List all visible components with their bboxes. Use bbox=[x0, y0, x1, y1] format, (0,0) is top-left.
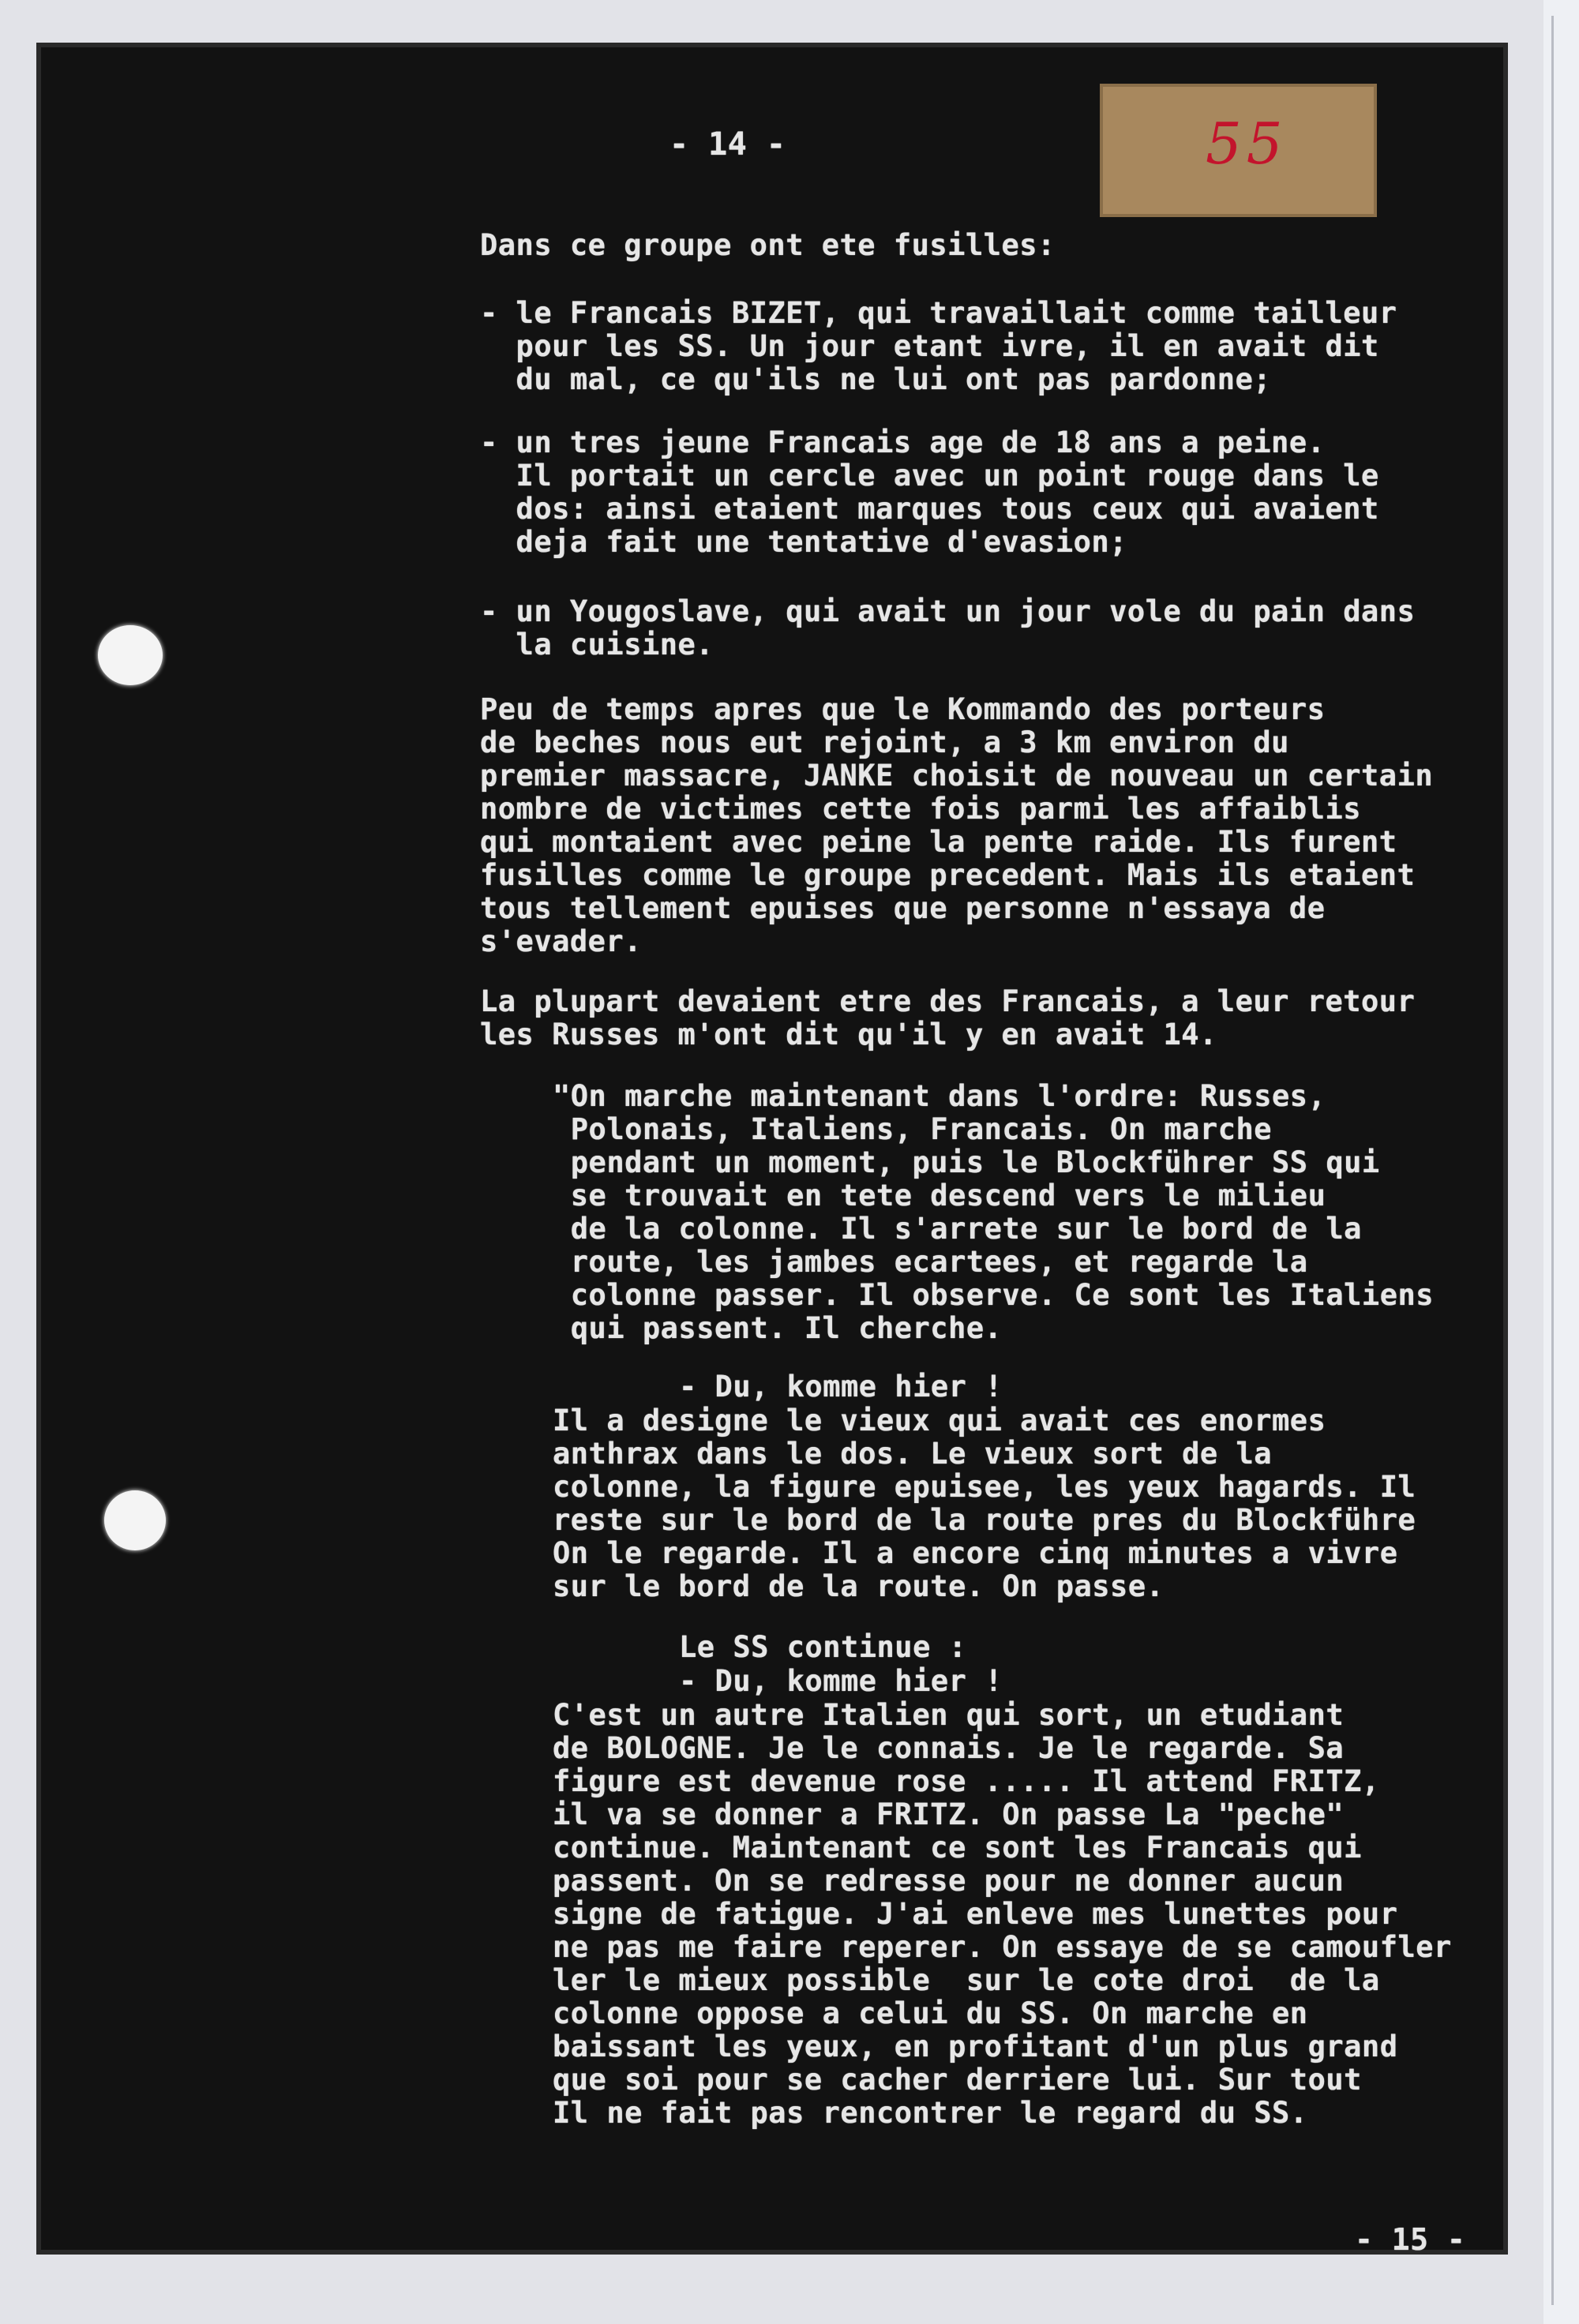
scan-edge bbox=[1543, 0, 1579, 2324]
next-page-number: - 15 - bbox=[1355, 2222, 1466, 2257]
quotation-line: Le SS continue : bbox=[679, 1630, 967, 1664]
paragraph: La plupart devaient etre des Francais, a leur retour les Russes m'ont dit qu'il y en avait 14. bbox=[480, 984, 1416, 1051]
quotation-block: C'est un autre Italien qui sort, un etudiant de BOLOGNE. Je le connais. Je le regarde. Sa figure est devenue rose ..... Il attend FRITZ, il va se donner a FRITZ. On passe La "peche" continue. Maintenant ce sont les Francais qui passent. On se redresse pour ne donner aucun signe de fatigue. J'ai enleve mes lunettes pour ne pas me faire reperer. On essaye de se camoufler ler le mieux possible sur le cote droi de la colonne oppose a celui du SS. On marche en baissant les yeux, en profitant d'un plus grand que soi pour se cacher derriere lui. Sur tout Il ne fait pas rencontrer le regard du SS. bbox=[553, 1698, 1452, 2130]
page-number: - 14 - bbox=[669, 126, 786, 163]
list-item: - le Francais BIZET, qui travaillait comme tailleur pour les SS. Un jour etant ivre, il en avait dit du mal, ce qu'ils ne lui ont pas pardonne; bbox=[480, 296, 1397, 396]
list-item: - un tres jeune Francais age de 18 ans a peine. Il portait un cercle avec un point rouge dans le dos: ainsi etaient marques tous ceux qui avaient deja fait une tentative d'evasion; bbox=[480, 425, 1379, 559]
archive-stamp bbox=[1100, 84, 1377, 217]
punch-hole-lower bbox=[104, 1490, 166, 1550]
intro-line: Dans ce groupe ont ete fusilles: bbox=[480, 228, 1056, 262]
quotation-call: - Du, komme hier ! bbox=[679, 1370, 1003, 1404]
list-item: - un Yougoslave, qui avait un jour vole du pain dans la cuisine. bbox=[480, 594, 1416, 662]
paragraph: Peu de temps apres que le Kommando des porteurs de beches nous eut rejoint, a 3 km environ du premier massacre, JANKE choisit de nouveau un certain nombre de victimes cette fois parmi les affaiblis qui montaient avec peine la pente raide. Ils furent fusilles comme le groupe precedent. Mais ils etaient tous tellement epuises que personne n'essaya de s'evader. bbox=[480, 692, 1434, 958]
quotation-block: Il a designe le vieux qui avait ces enormes anthrax dans le dos. Le vieux sort de la colonne, la figure epuisee, les yeux hagards. Il reste sur le bord de la route pres du Blockführe On le regarde. Il a encore cinq minutes a vivre sur le bord de la route. On passe. bbox=[553, 1404, 1416, 1603]
stamp-number: 55 bbox=[1206, 111, 1288, 177]
quotation-call: - Du, komme hier ! bbox=[679, 1664, 1003, 1698]
quotation-block: "On marche maintenant dans l'ordre: Russes, Polonais, Italiens, Francais. On marche pendant un moment, puis le Blockführer SS qui se trouvait en tete descend vers le milieu de la colonne. Il s'arrete sur le bord de la route, les jambes ecartees, et regarde la colonne passer. Il observe. Ce sont les Italiens qui passent. Il cherche. bbox=[553, 1079, 1435, 1345]
scan-edge-rule bbox=[1551, 16, 1554, 2305]
punch-hole-upper bbox=[98, 625, 163, 685]
